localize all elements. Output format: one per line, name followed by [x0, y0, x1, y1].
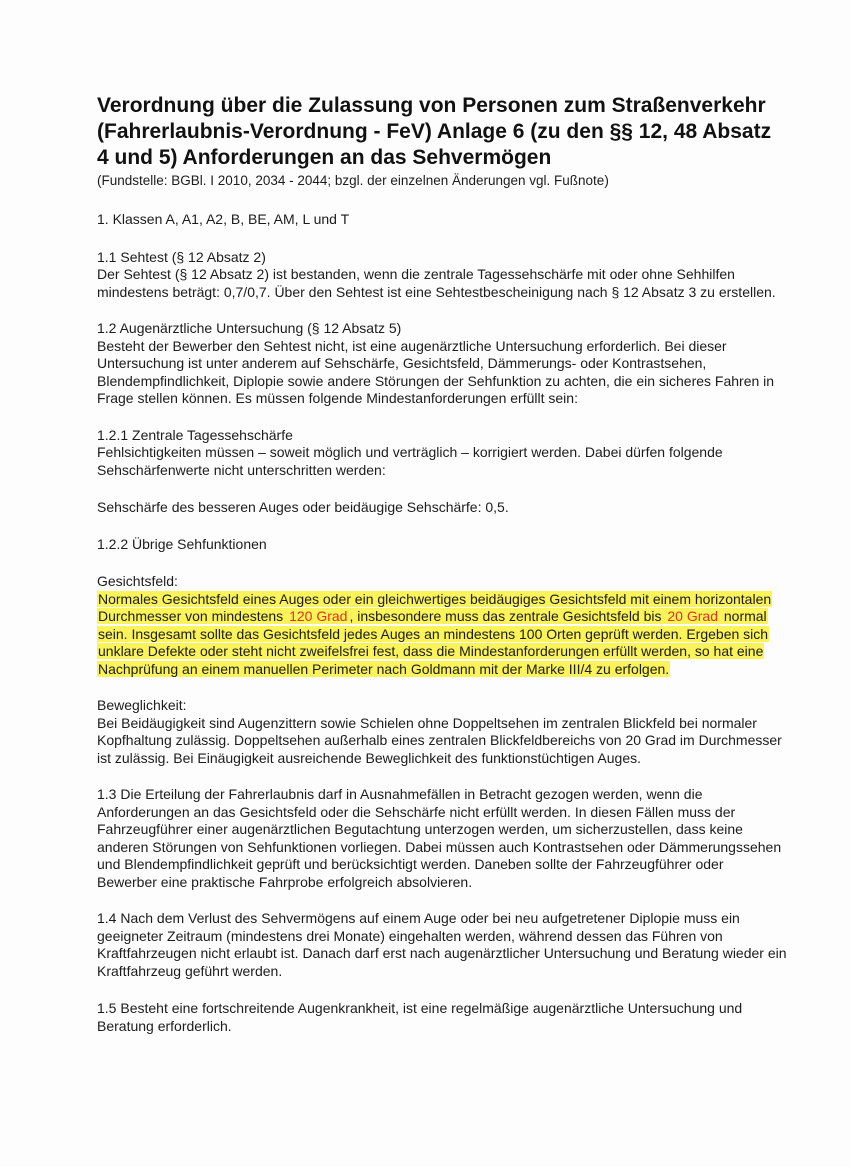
- section-1-2-1-text: Fehlsichtigkeiten müssen – soweit möglich und verträglich – korrigiert werden. Dabei dürfen folgende Sehschärfenwerte nicht unterschritten werden:: [97, 444, 723, 478]
- section-beweglichkeit: [97, 697, 787, 767]
- section-1-2-1: [97, 427, 787, 480]
- highlight-part-3: normal sein. Insgesamt sollte das Gesichtsfeld jedes Auges an mindestens 100 Orten geprüft werden. Ergeben sich unklare Defekte oder steht nicht zweifelsfrei fest, dass die Mindestanforderungen erfüllt werden, so hat eine Nachprüfung an einem manuellen Perimeter nach Goldmann mit der Marke III/4 zu erfolgen.: [98, 608, 769, 677]
- highlight-red-20-grad: 20 Grad: [667, 608, 718, 624]
- document-title: Verordnung über die Zulassung von Personen zum Straßenverkehr (Fahrerlaubnis-Verordnung - FeV) Anlage 6 (zu den §§ 12, 48 Absatz 4 und 5) Anforderungen an das Sehvermögen: [97, 94, 772, 169]
- section-1-5: 1.5 Besteht eine fortschreitende Augenkrankheit, ist eine regelmäßige augenärztliche Untersuchung und Beratung erforderlich.: [97, 1000, 743, 1034]
- document-source: (Fundstelle: BGBl. I 2010, 2034 - 2044; bzgl. der einzelnen Änderungen vgl. Fußnote): [97, 173, 609, 188]
- section-1-2: [97, 320, 787, 408]
- gesichtsfeld-heading: Gesichtsfeld:: [97, 573, 178, 589]
- section-1-2-text: Besteht der Bewerber den Sehtest nicht, ist eine augenärztliche Untersuchung erforderlich. Bei dieser Untersuchung ist unter anderem auf Sehschärfe, Gesichtsfeld, Dämmerungs- oder Kontrastsehen, Blendempfindlichkeit, Diplopie sowie andere Störungen der Sehfunktion zu achten, die ein sicheres Fahren in Frage stellen können. Es müssen folgende Mindestanforderungen erfüllt sein:: [97, 337, 775, 406]
- highlight-part-2: , insbesondere muss das zentrale Gesichtsfeld bis: [349, 608, 666, 624]
- highlight-red-120-grad: 120 Grad: [289, 608, 348, 624]
- section-1-2-2-heading: 1.2.2 Übrige Sehfunktionen: [97, 535, 267, 552]
- document-content: [97, 93, 787, 1035]
- beweglichkeit-heading: Beweglichkeit:: [97, 697, 187, 713]
- section-gesichtsfeld: [97, 573, 787, 678]
- section-1-1-text: Der Sehtest (§ 12 Absatz 2) ist bestanden, wenn die zentrale Tagessehschärfe mit oder ohne Sehhilfen mindestens beträgt: 0,7/0,7. Über den Sehtest ist eine Sehtestbescheinigung nach § 12 Absatz 3 zu erstellen.: [97, 266, 776, 300]
- section-klassen: 1. Klassen A, A1, A2, B, BE, AM, L und T: [97, 211, 350, 227]
- section-1-1: [97, 249, 787, 302]
- section-1-1-heading: 1.1 Sehtest (§ 12 Absatz 2): [97, 248, 266, 265]
- gesichtsfeld-highlighted-text: [97, 591, 787, 679]
- section-1-3: 1.3 Die Erteilung der Fahrerlaubnis darf in Ausnahmefällen in Betracht gezogen werden, wenn die Anforderungen an das Gesichtsfeld oder die Sehschärfe nicht erfüllt werden. In diesen Fällen muss der Fahrzeugführer einer augenärztlichen Begutachtung unterzogen werden, um sicherzustellen, dass keine anderen Störungen von Sehfunktionen vorliegen. Dabei müssen auch Kontrastsehen oder Dämmerungssehen und Blendempfindlichkeit geprüft und berücksichtigt werden. Daneben sollte der Fahrzeugführer oder Bewerber eine praktische Fahrprobe erfolgreich absolvieren.: [97, 786, 782, 890]
- sehschaerfe-requirement: Sehschärfe des besseren Auges oder beidäugige Sehschärfe: 0,5.: [97, 499, 509, 515]
- beweglichkeit-text: Bei Beidäugigkeit sind Augenzittern sowie Schielen ohne Doppeltsehen im zentralen Blickfeld bei normaler Kopfhaltung zulässig. Doppeltsehen außerhalb eines zentralen Blickfeldbereichs von 20 Grad im Durchmesser ist zulässig. Bei Einäugigkeit ausreichende Beweglichkeit des funktionstüchtigen Auges.: [97, 714, 782, 766]
- section-1-4: 1.4 Nach dem Verlust des Sehvermögens auf einem Auge oder bei neu aufgetretener Diplopie muss ein geeigneter Zeitraum (mindestens drei Monate) eingehalten werden, während dessen das Führen von Kraftfahrzeugen nicht erlaubt ist. Danach darf erst nach augenärztlicher Untersuchung und Beratung wieder ein Kraftfahrzeug geführt werden.: [97, 910, 787, 979]
- section-1-2-heading: 1.2 Augenärztliche Untersuchung (§ 12 Absatz 5): [97, 320, 402, 336]
- highlight-part-1: Normales Gesichtsfeld eines Auges oder ein gleichwertiges beidäugiges Gesichtsfeld mit einem horizontalen Durchmesser von mindestens: [98, 590, 772, 624]
- section-1-2-1-heading: 1.2.1 Zentrale Tagessehschärfe: [97, 426, 293, 443]
